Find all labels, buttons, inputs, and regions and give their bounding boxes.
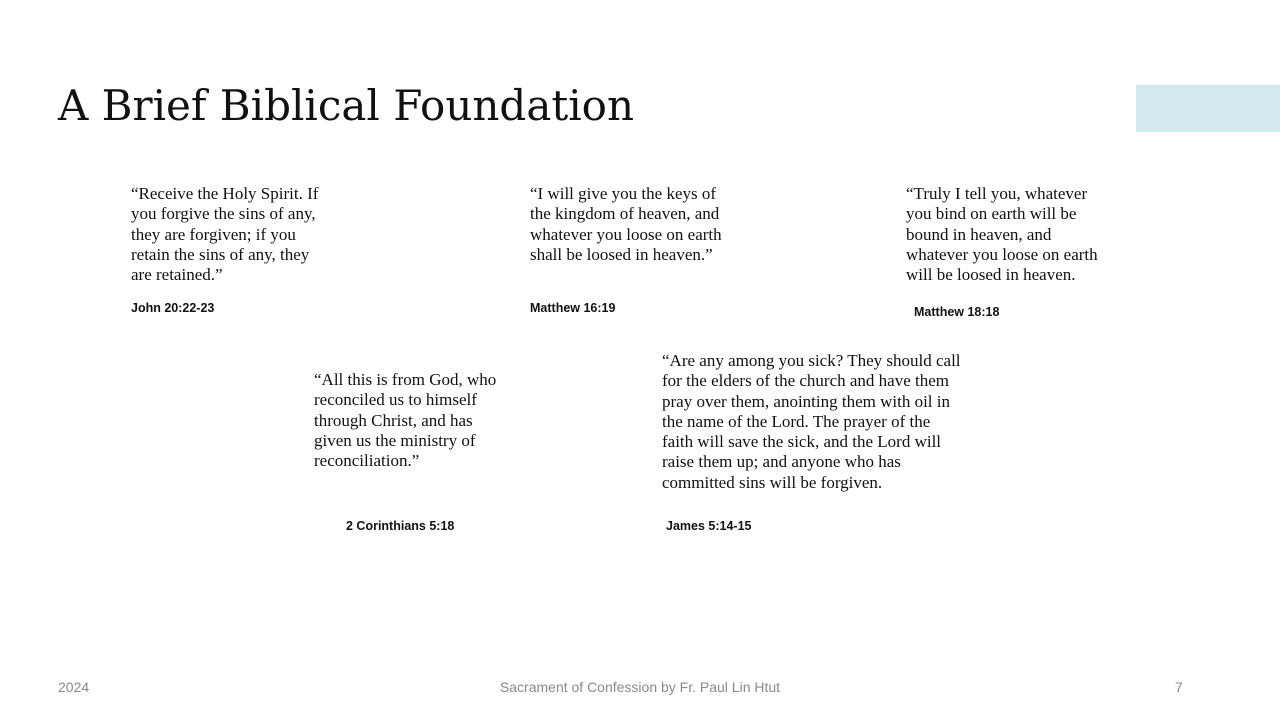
scripture-reference: James 5:14-15 (666, 519, 752, 533)
quote-text: “I will give you the keys of the kingdom of heaven, and whatever you loose on earth shall be loosed in heaven.” (530, 184, 722, 264)
scripture-reference: 2 Corinthians 5:18 (346, 519, 455, 533)
footer-presentation-title: Sacrament of Confession by Fr. Paul Lin Htut (499, 679, 781, 695)
accent-bar (1136, 85, 1280, 132)
page-number: 7 (1175, 679, 1183, 695)
quote-text: “Are any among you sick? They should call for the elders of the church and have them pray over them, anointing them with oil in the name of the Lord. The prayer of the faith will save the sick, and the Lord will raise them up; and anyone who has committed sins will be forgiven. (662, 351, 961, 492)
scripture-reference: Matthew 16:19 (530, 301, 616, 315)
scripture-reference: John 20:22-23 (131, 301, 215, 315)
scripture-reference: Matthew 18:18 (914, 305, 1000, 319)
quote-text: “Truly I tell you, whatever you bind on earth will be bound in heaven, and whatever you loose on earth will be loosed in heaven. (906, 184, 1098, 285)
footer-year: 2024 (58, 679, 90, 695)
slide-title: A Brief Biblical Foundation (58, 81, 635, 130)
quote-text: “All this is from God, who reconciled us to himself through Christ, and has given us the ministry of reconciliation.” (314, 370, 497, 471)
quote-text: “Receive the Holy Spirit. If you forgive the sins of any, they are forgiven; if you retain the sins of any, they are retained.” (131, 184, 319, 285)
